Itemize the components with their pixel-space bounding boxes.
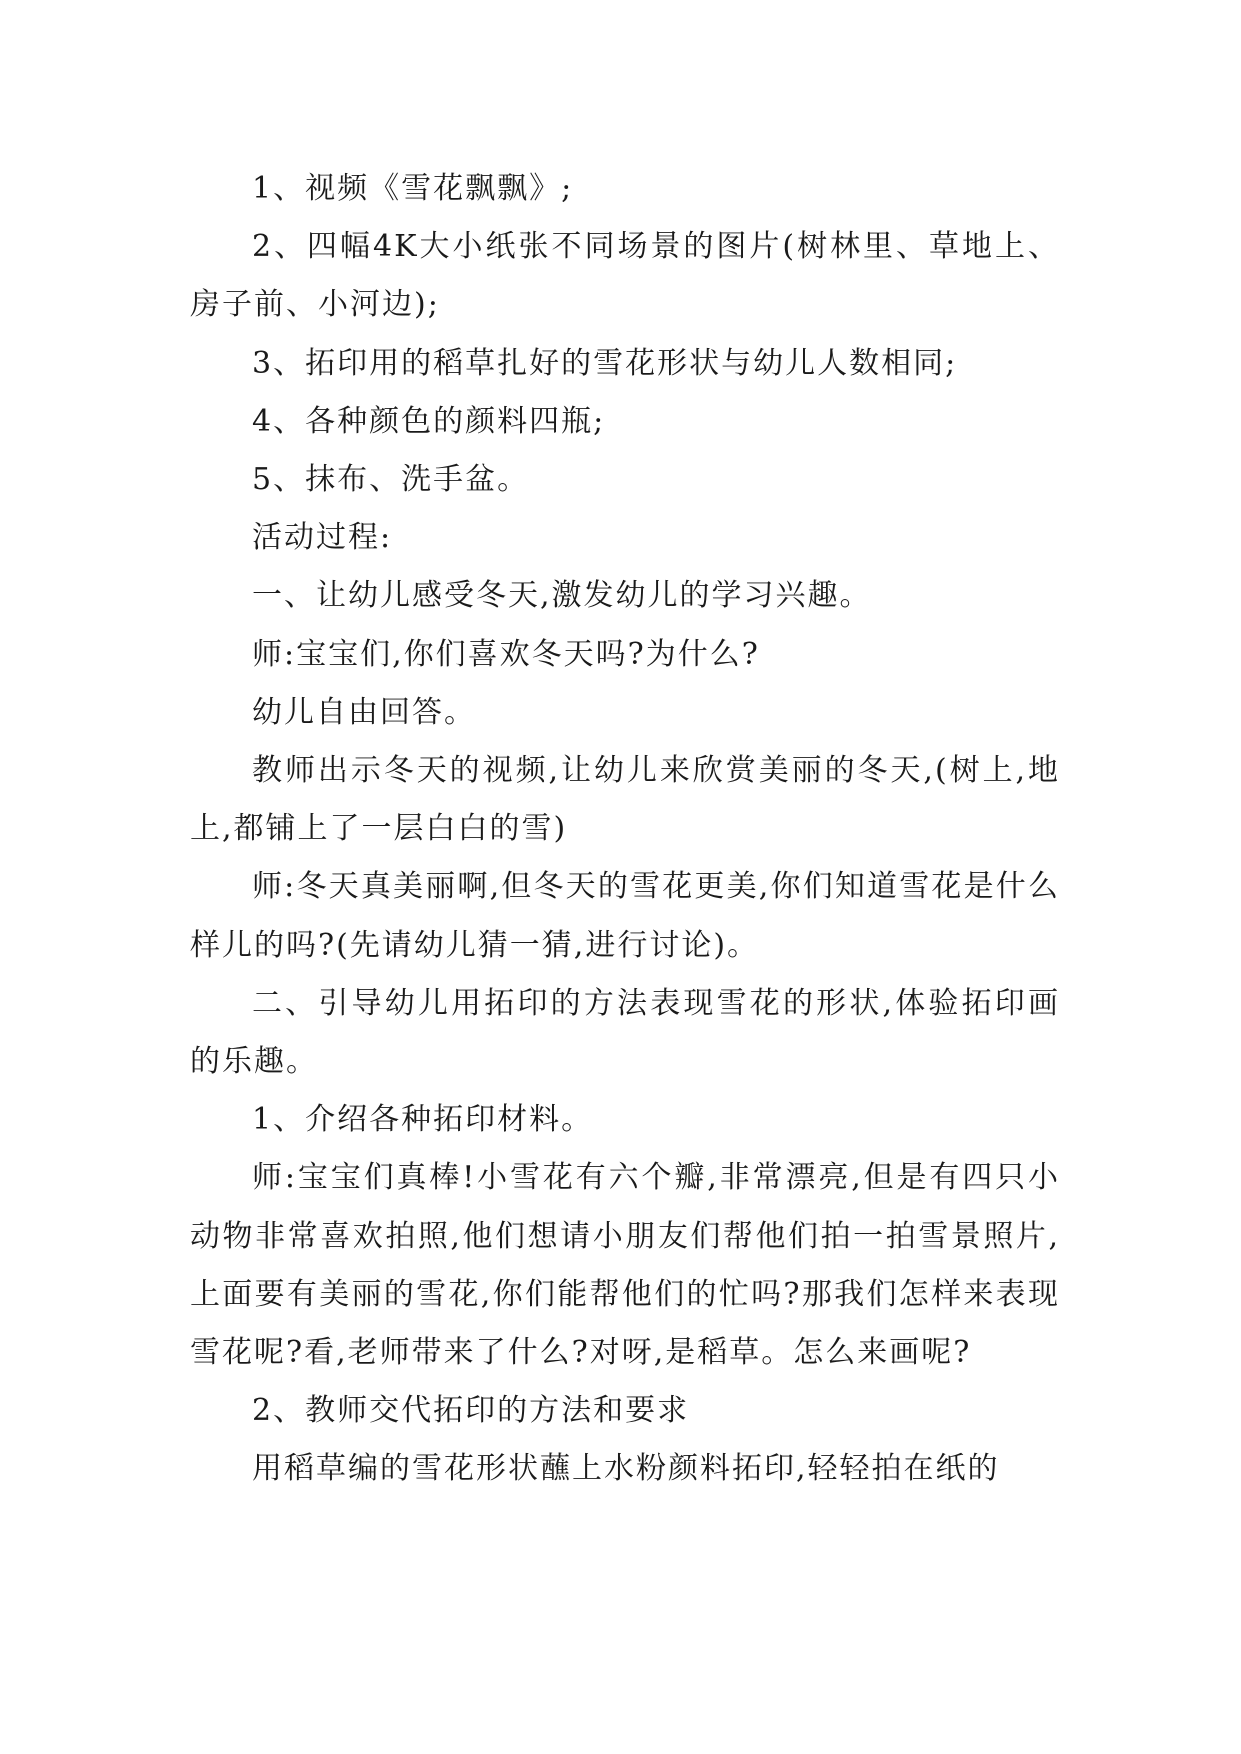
- paragraph-teacher-video: 教师出示冬天的视频,让幼儿来欣赏美丽的冬天,(树上,地上,都铺上了一层白白的雪): [190, 753, 1060, 847]
- paragraph-teacher-question: 师:宝宝们,你们喜欢冬天吗?为什么?: [252, 636, 760, 672]
- paragraph-material-2: 2、四幅4K大小纸张不同场景的图片(树林里、草地上、房子前、小河边);: [190, 229, 1060, 323]
- paragraph-children-answer: 幼儿自由回答。: [252, 694, 476, 730]
- paragraph-material-3: 3、拓印用的稻草扎好的雪花形状与幼儿人数相同;: [252, 345, 958, 381]
- document-body: [190, 160, 1060, 1499]
- section-heading-activity-process: 活动过程:: [252, 520, 393, 556]
- paragraph-material-5: 5、抹布、洗手盆。: [252, 462, 530, 498]
- paragraph-teacher-snowflake: 师:冬天真美丽啊,但冬天的雪花更美,你们知道雪花是什么样儿的吗?(先请幼儿猜一猜,进行讨论)。: [190, 869, 1060, 963]
- paragraph-material-4: 4、各种颜色的颜料四瓶;: [252, 403, 606, 439]
- paragraph-teacher-praise: 师:宝宝们真棒!小雪花有六个瓣,非常漂亮,但是有四只小动物非常喜欢拍照,他们想请小朋友们帮他们拍一拍雪景照片,上面要有美丽的雪花,你们能帮他们的忙吗?那我们怎样来表现雪花呢?看,老师带来了什么?对呀,是稻草。怎么来画呢?: [190, 1160, 1060, 1371]
- paragraph-step-two: 二、引导幼儿用拓印的方法表现雪花的形状,体验拓印画的乐趣。: [190, 985, 1060, 1080]
- paragraph-method-detail: 用稻草编的雪花形状蘸上水粉颜料拓印,轻轻拍在纸的: [252, 1451, 1000, 1487]
- paragraph-step-one: 一、让幼儿感受冬天,激发幼儿的学习兴趣。: [252, 578, 872, 614]
- paragraph-material-1: 1、视频《雪花飘飘》;: [252, 171, 574, 206]
- paragraph-materials-intro: 1、介绍各种拓印材料。: [252, 1102, 594, 1138]
- paragraph-method-requirements: 2、教师交代拓印的方法和要求: [252, 1393, 690, 1429]
